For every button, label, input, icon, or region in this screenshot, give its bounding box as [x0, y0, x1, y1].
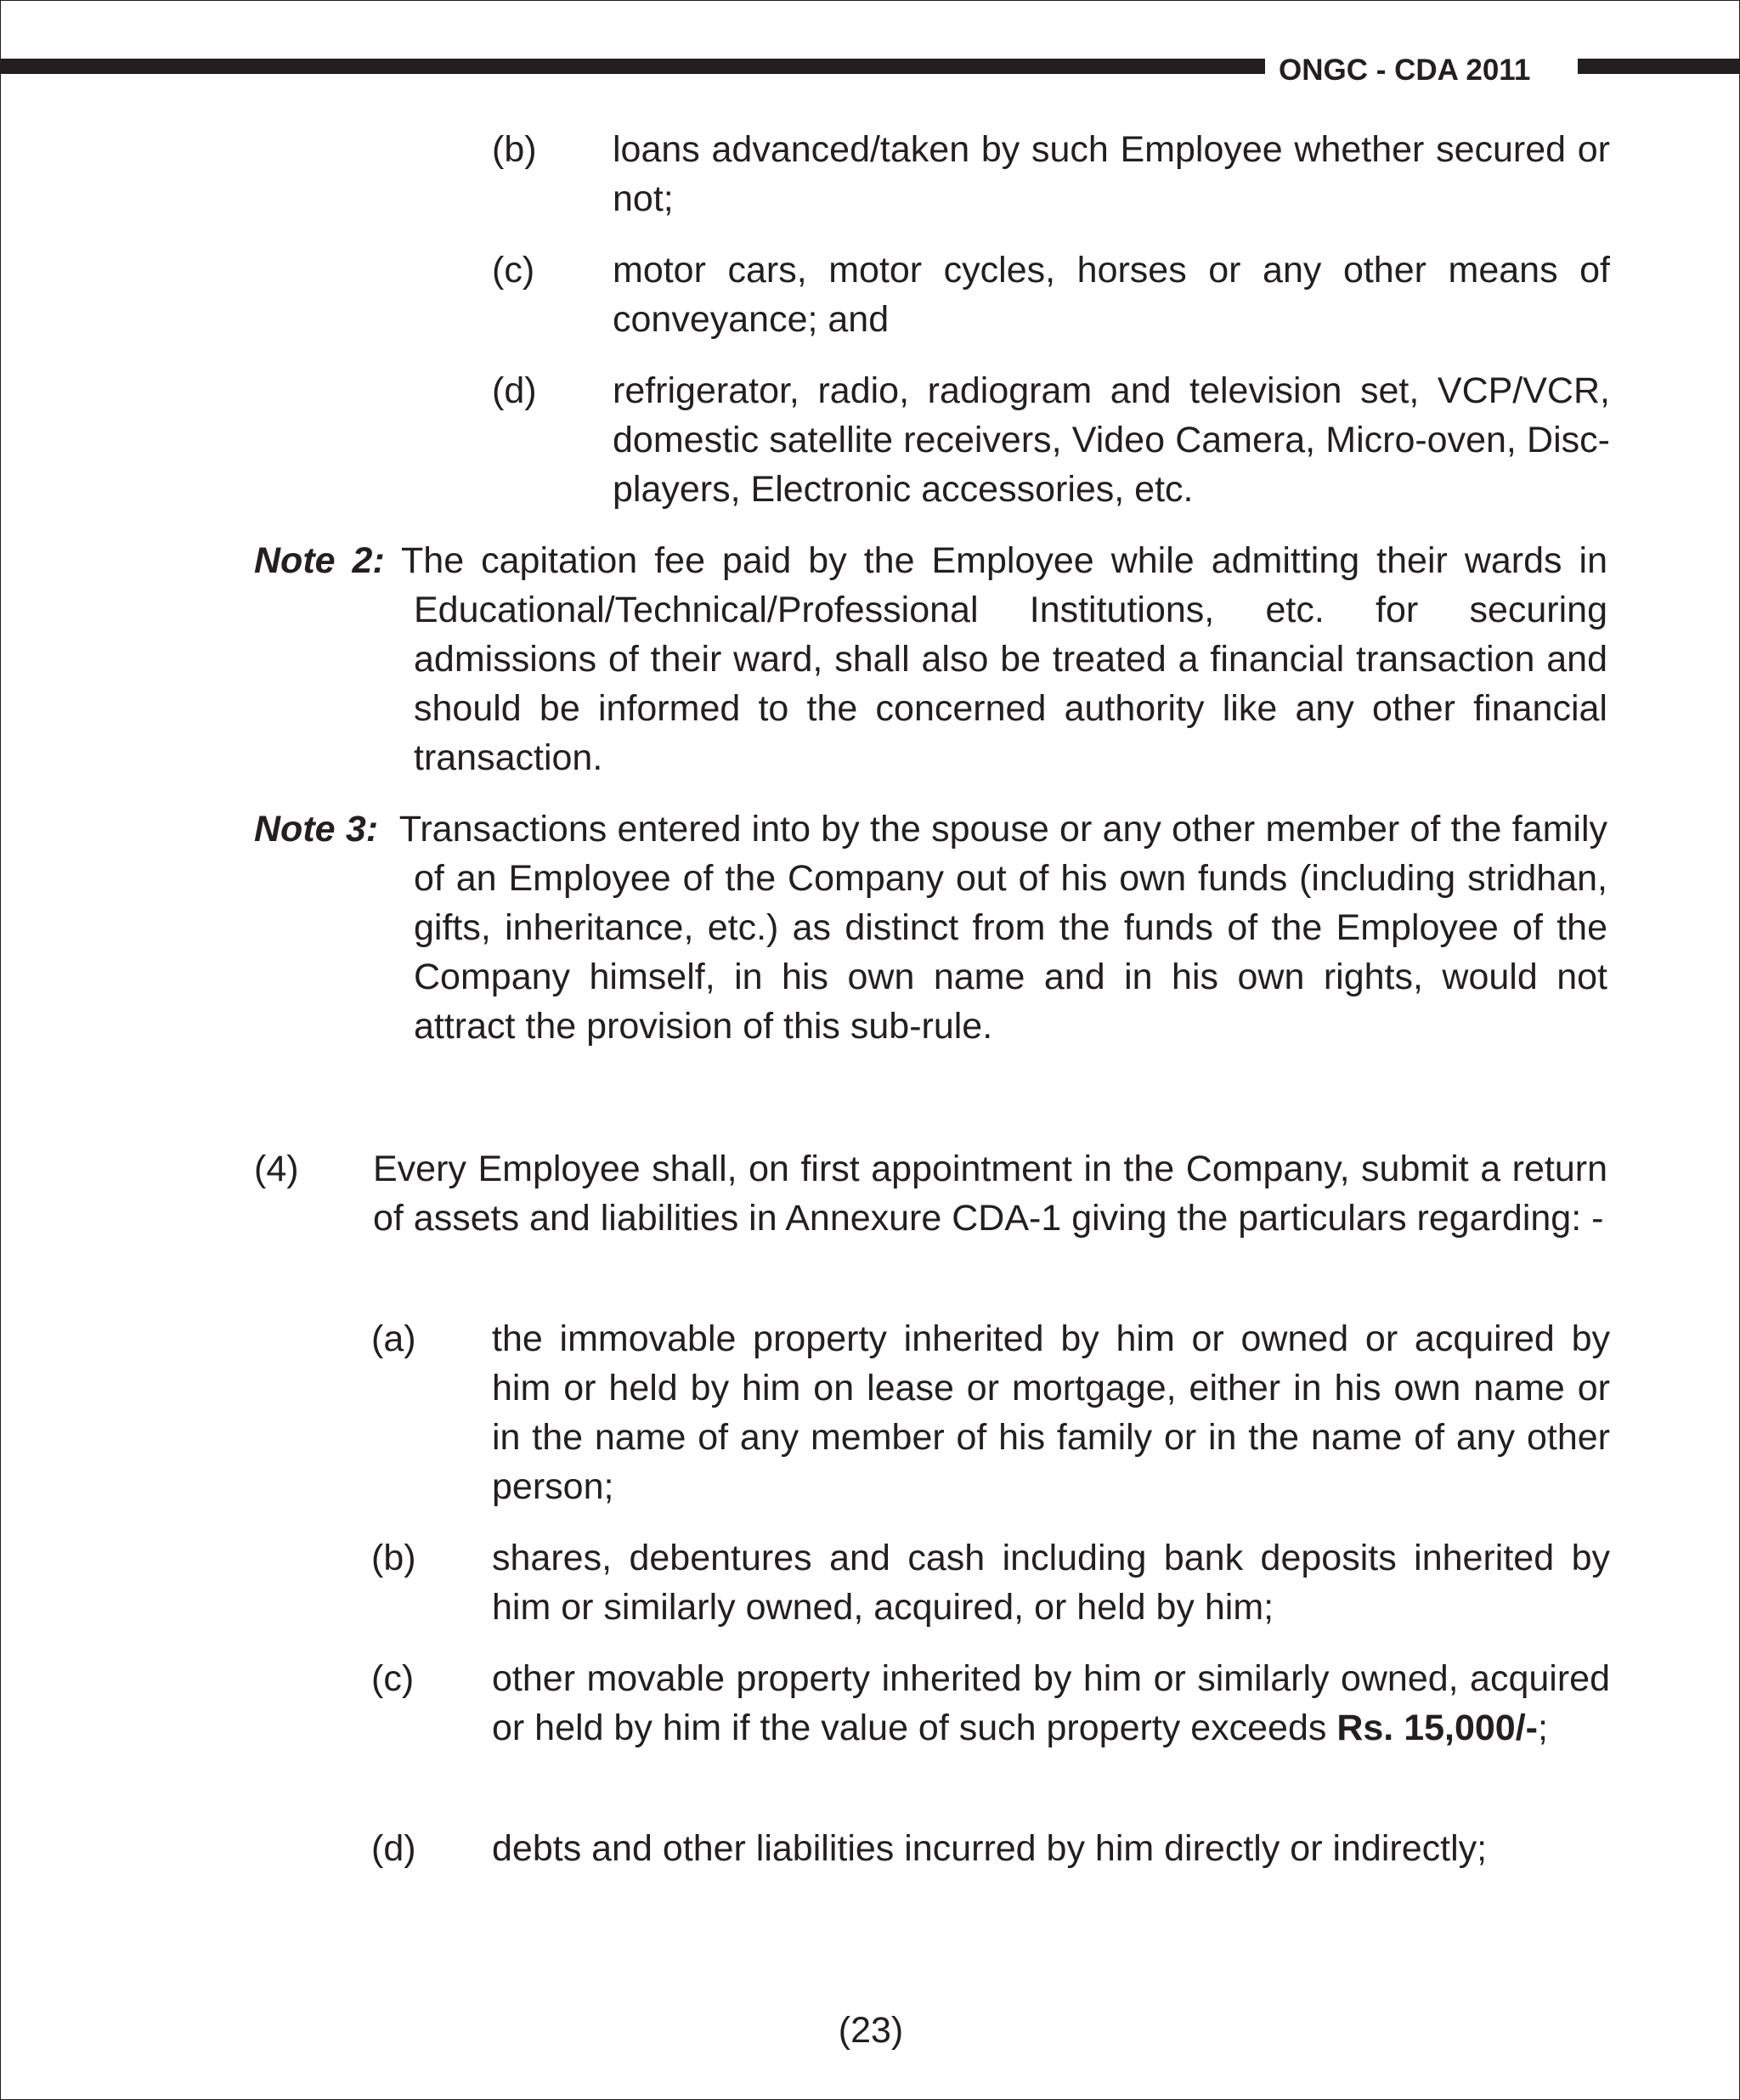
- list-item-label: (d): [492, 370, 537, 411]
- note-text: The capitation fee paid by the Employee while admitting their wards in Educational/Technical/Professional Institutions, etc. for securing admissions of their ward, shall also be treated a financial transaction and should be informed to the concerned authority like any other financial transaction.: [401, 540, 1608, 778]
- list-item-body: other movable property inherited by him or similarly owned, acquired or held by him if the value of such property exceeds: [492, 1658, 1610, 1748]
- page-number: (23): [838, 2010, 904, 2051]
- list-item-label: (b): [371, 1538, 416, 1578]
- header-rule-right: [1578, 59, 1740, 74]
- note-text: Transactions entered into by the spouse or any other member of the family of an Employee of the Company out of his own funds (including stridhan, gifts, inheritance, etc.) as distinct from the funds of the Employee of the Company himself, in his own name and in his own rights, would not attract the provision of this sub-rule.: [398, 809, 1608, 1047]
- list-item-text: [492, 1654, 1610, 1753]
- note-3: [254, 804, 1607, 1051]
- note-2: [254, 536, 1607, 782]
- list-item-text: refrigerator, radio, radiogram and television set, VCP/VCR, domestic satellite receivers, Video Camera, Micro-oven, Disc-players, Electronic accessories, etc.: [613, 370, 1610, 510]
- note-label: Note 2:: [254, 540, 385, 581]
- list-item-label: (b): [492, 129, 537, 170]
- list-item-label: (c): [371, 1658, 415, 1699]
- list-item-text: the immovable property inherited by him or owned or acquired by him or held by him on lease or mortgage, either in his own name or in the name of any member of his family or in the name of any other person;: [492, 1318, 1610, 1507]
- list-item-label: (c): [492, 250, 535, 291]
- amount-value: Rs. 15,000/-: [1336, 1708, 1538, 1748]
- list-item-text: debts and other liabilities incurred by him directly or indirectly;: [492, 1828, 1488, 1869]
- list-item-text: motor cars, motor cycles, horses or any other means of conveyance; and: [613, 250, 1610, 340]
- note-label: Note 3:: [254, 809, 379, 850]
- list-item-text: shares, debentures and cash including bank deposits inherited by him or similarly owned, acquired, or held by him;: [492, 1538, 1610, 1628]
- list-item-label: (a): [371, 1318, 416, 1359]
- header-title: ONGC - CDA 2011: [1279, 54, 1531, 87]
- list-item-suffix: ;: [1537, 1708, 1548, 1748]
- list-item-text: loans advanced/taken by such Employee whether secured or not;: [613, 129, 1610, 219]
- rule-text: Every Employee shall, on first appointment in the Company, submit a return of assets and liabilities in Annexure CDA-1 giving the particulars regarding: -: [373, 1149, 1607, 1239]
- list-item-label: (d): [371, 1828, 416, 1869]
- rule-label: (4): [254, 1149, 299, 1189]
- header-rule-left: [1, 59, 1265, 74]
